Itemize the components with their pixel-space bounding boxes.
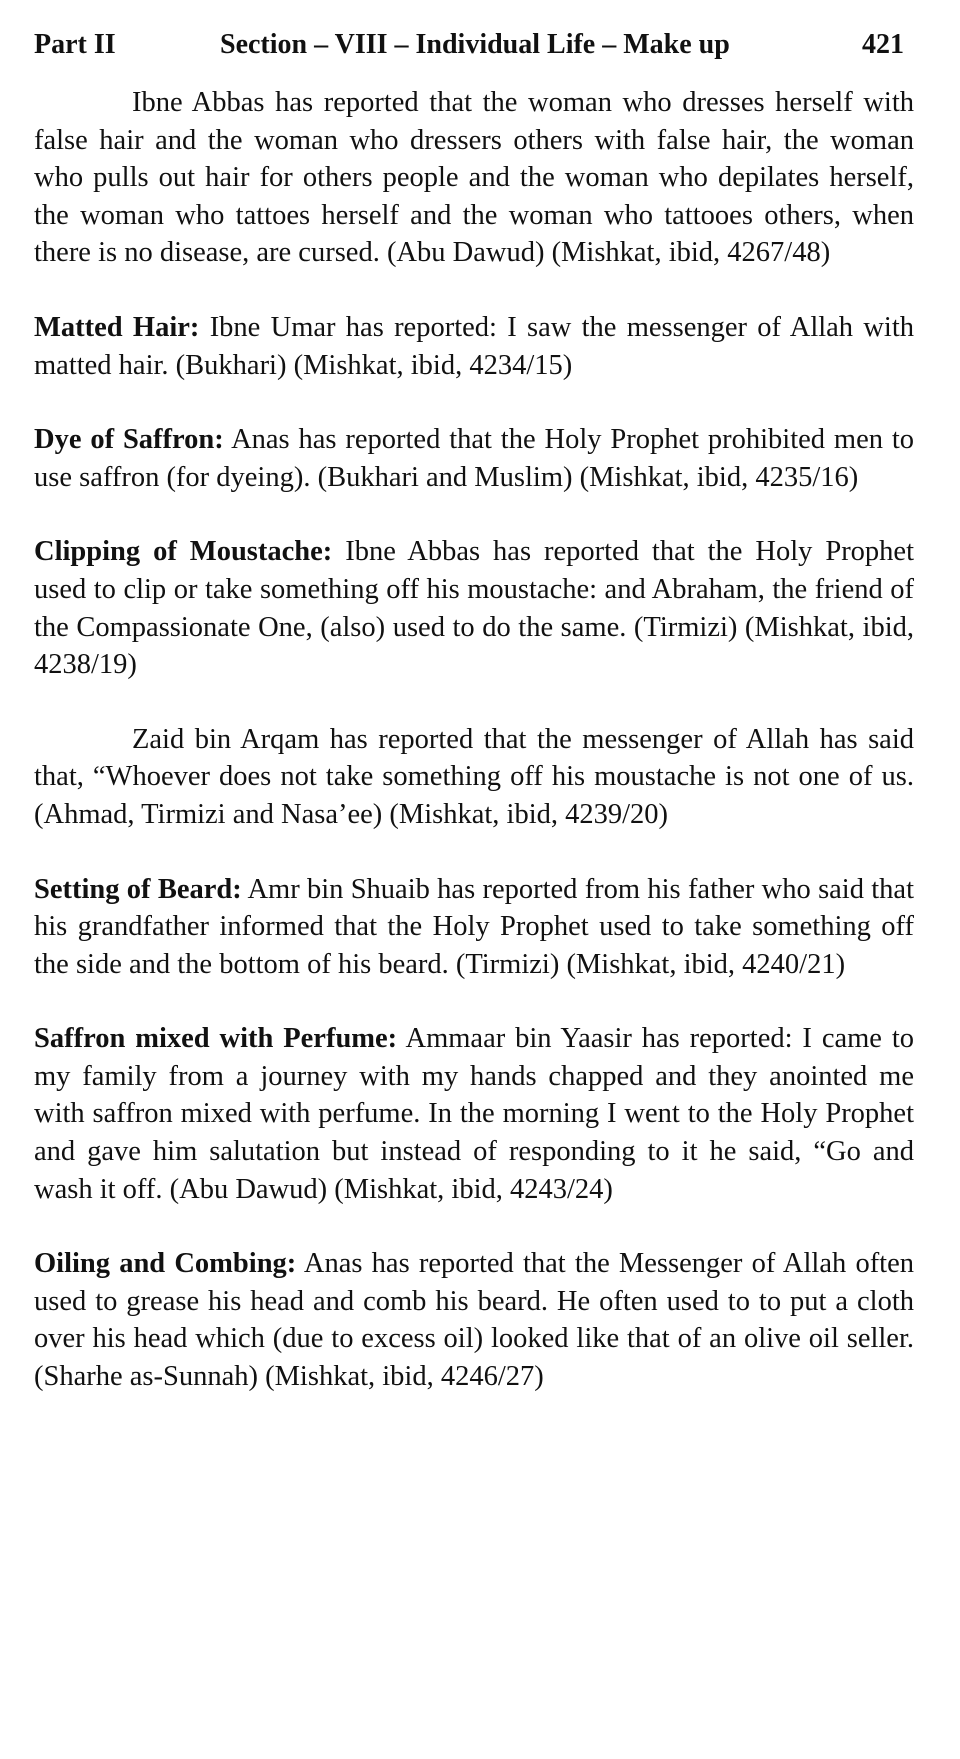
running-header [34, 22, 914, 68]
paragraph-zaid-bin-arqam [34, 721, 914, 834]
paragraph-text: Anas has reported that the Holy Prophet prohibited men to use saffron (for dyeing). (Bukhari and Muslim) (Mishkat, ibid, 4235/16) [34, 424, 914, 493]
paragraph-text: Anas has reported that the Messenger of Allah often used to grease his head and comb his beard. He often used to to put a cloth over his head which (due to excess oil) looked like that of an olive oil seller. (Sharhe as-Sunnah) (Mishkat, ibid, 4246/27) [34, 1248, 914, 1393]
paragraph-heading: Oiling and Combing: [34, 1248, 297, 1280]
paragraph-heading: Saffron mixed with Perfume: [34, 1023, 398, 1055]
page-number: 421 [862, 29, 904, 60]
document-page [34, 22, 914, 1396]
paragraph-text: Ibne Abbas has reported that the Holy Prophet used to clip or take something off his moustache: and Abraham, the friend of the Compassionate One, (also) used to do the same. (Tirmizi) (Mishkat, ibid, 4238/19) [34, 536, 914, 681]
paragraph-text: Ibne Umar has reported: I saw the messenger of Allah with matted hair. (Bukhari) (Mishkat, ibid, 4234/15) [34, 311, 915, 381]
paragraph-text: Amr bin Shuaib has reported from his father who said that his grandfather informed that the Holy Prophet used to take something off the side and the bottom of his beard. (Tirmizi) (Mishkat, ibid, 4240/21) [34, 873, 915, 980]
paragraph-heading: Dye of Saffron: [34, 424, 224, 456]
paragraph-oiling-and-combing [34, 1245, 914, 1395]
paragraph-text: Zaid bin Arqam has reported that the messenger of Allah has said that, “Whoever does not take something off his moustache is not one of us. (Ahmad, Tirmizi and Nasa’ee) (Mishkat, ibid, 4239/20) [34, 723, 914, 830]
header-part: Part II [34, 29, 116, 60]
paragraph-clipping-of-moustache [34, 533, 914, 683]
paragraph-matted-hair [34, 309, 914, 384]
paragraph-text: Ibne Abbas has reported that the woman who dresses herself with false hair and the woman who dressers others with false hair, the woman who pulls out hair for others people and the woman who depilates herself, the woman who tattoes herself and the woman who tattooes others, when there is no disease, are cursed. (Abu Dawud) (Mishkat, ibid, 4267/48) [34, 87, 914, 269]
paragraph-ibne-abbas-false-hair [34, 84, 914, 272]
paragraph-text: Ammaar bin Yaasir has reported: I came to my family from a journey with my hands chapped and they anointed me with saffron mixed with perfume. In the morning I went to the Holy Prophet and gave him salutation but instead of responding to it he said, “Go and wash it off. (Abu Dawud) (Mishkat, ibid, 4243/24) [34, 1023, 914, 1205]
paragraph-heading: Clipping of Moustache: [34, 536, 333, 568]
header-section-title: Section – VIII – Individual Life – Make up [220, 29, 730, 60]
paragraph-dye-of-saffron [34, 421, 914, 496]
paragraph-heading: Matted Hair: [34, 311, 200, 343]
paragraph-heading: Setting of Beard: [34, 873, 242, 905]
paragraph-saffron-mixed-with-perfume [34, 1020, 914, 1208]
paragraph-setting-of-beard [34, 871, 914, 984]
